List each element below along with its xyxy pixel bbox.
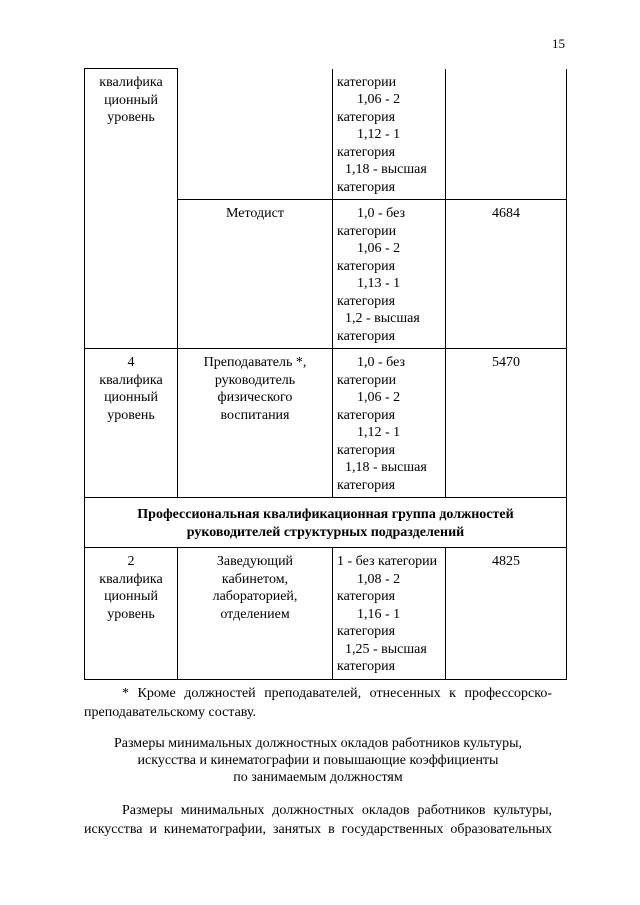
coefficient-cell [333, 69, 446, 200]
position-line: отделением [220, 606, 290, 622]
coefficient-cell [333, 349, 446, 498]
salary-cell [446, 548, 567, 680]
coefficient-line: категория [337, 258, 396, 274]
position-line: Заведующий [216, 554, 294, 569]
coefficient-line: категория [337, 109, 396, 125]
coefficient-line: категория [337, 659, 396, 674]
coefficient-line: категории [337, 372, 397, 388]
salary-cell [446, 349, 567, 498]
position-line: Методист [226, 206, 284, 221]
coefficient-line: категории [337, 223, 397, 239]
coefficient-line: 1,2 - высшая [345, 311, 420, 326]
salary-value: 4684 [492, 206, 520, 221]
salary-cell [446, 200, 567, 349]
level-line: уровень [107, 110, 155, 125]
coefficient-line: 1,25 - высшая [345, 641, 427, 657]
level-line: ционный [104, 92, 158, 108]
coefficient-line: 1,08 - 2 [357, 571, 401, 587]
level-cell [85, 349, 178, 498]
level-line: уровень [107, 606, 155, 622]
section-title-row [85, 498, 567, 548]
table-row [85, 69, 567, 200]
coefficient-line: 1,12 - 1 [357, 425, 401, 440]
coefficient-line: категории [337, 74, 397, 90]
coefficient-line: 1,06 - 2 [357, 390, 401, 405]
coefficient-line: категория [337, 589, 396, 604]
coefficient-line: 1,0 - без [357, 355, 406, 370]
table-row [85, 200, 567, 349]
coefficient-line: категория [337, 293, 396, 309]
level-line: 2 [127, 554, 135, 569]
coefficient-line: 1,18 - высшая [345, 162, 427, 177]
table-row [85, 349, 567, 498]
coefficient-line: категория [337, 328, 396, 344]
coefficient-line: категория [337, 624, 396, 639]
paragraph-line-1: Размеры минимальных должностных окладов работников культуры, [122, 803, 552, 818]
salary-value: 4825 [492, 554, 520, 569]
position-line: руководитель [214, 372, 296, 388]
heading-line-1: Размеры минимальных должностных окладов работников культуры, [113, 736, 523, 751]
footnote [84, 684, 552, 722]
position-cell [178, 548, 333, 680]
coefficient-line: категория [337, 442, 396, 458]
coefficient-line: 1,06 - 2 [357, 241, 401, 256]
level-cell [85, 548, 178, 680]
level-line: квалифика [99, 75, 163, 90]
coefficient-line: 1,16 - 1 [357, 606, 401, 622]
level-line: 4 [127, 355, 135, 370]
position-cell [178, 349, 333, 498]
level-line: уровень [107, 407, 155, 423]
coefficient-line: 1,0 - без [357, 206, 406, 221]
coefficient-line: категория [337, 179, 396, 195]
coefficient-line: категория [337, 477, 396, 493]
level-cell [85, 200, 178, 349]
salary-table [84, 68, 567, 680]
salary-cell [446, 69, 567, 200]
level-cell [85, 69, 178, 200]
body-paragraph [84, 801, 552, 839]
paragraph-line-2: искусства и кинематографии, занятых в государственных образовательных [84, 822, 552, 837]
position-line: физического [217, 390, 293, 405]
page-number: 15 [552, 36, 565, 51]
coefficient-cell [333, 200, 446, 349]
coefficient-line: 1,12 - 1 [357, 127, 401, 142]
position-line: Преподаватель *, [203, 355, 307, 370]
heading-line-3: по занимаемым должностям [233, 770, 403, 785]
section-title-line: руководителей структурных подразделений [186, 524, 465, 540]
position-cell [178, 200, 333, 349]
heading-line-2: искусства и кинематографии и повышающие коэффициенты [137, 753, 499, 768]
salary-table-wrapper [84, 68, 552, 680]
coefficient-line: 1,13 - 1 [357, 276, 401, 291]
section-title [85, 498, 567, 548]
coefficient-line: 1,18 - высшая [345, 460, 427, 475]
level-line: квалифика [99, 571, 163, 587]
level-line: ционный [104, 390, 158, 405]
coefficient-line: категория [337, 144, 396, 160]
coefficient-cell [333, 548, 446, 680]
position-cell [178, 69, 333, 200]
coefficient-line: 1 - без категории [337, 554, 438, 569]
position-line: кабинетом, [221, 571, 289, 587]
coefficient-line: категория [337, 407, 396, 423]
level-line: ционный [104, 589, 158, 604]
salary-value: 5470 [492, 355, 520, 370]
position-line: лабораторией, [212, 589, 298, 604]
level-line: квалифика [99, 372, 163, 388]
coefficient-line: 1,06 - 2 [357, 92, 401, 107]
table-row [85, 548, 567, 680]
position-line: воспитания [220, 407, 290, 423]
section-title-line: Профессиональная квалификационная группа должностей [137, 507, 514, 522]
footnote-line-2: преподавательскому составу. [84, 705, 257, 720]
footnote-line-1: * Кроме должностей преподавателей, отнесенных к профессорско- [122, 686, 552, 701]
section-heading [84, 735, 552, 786]
